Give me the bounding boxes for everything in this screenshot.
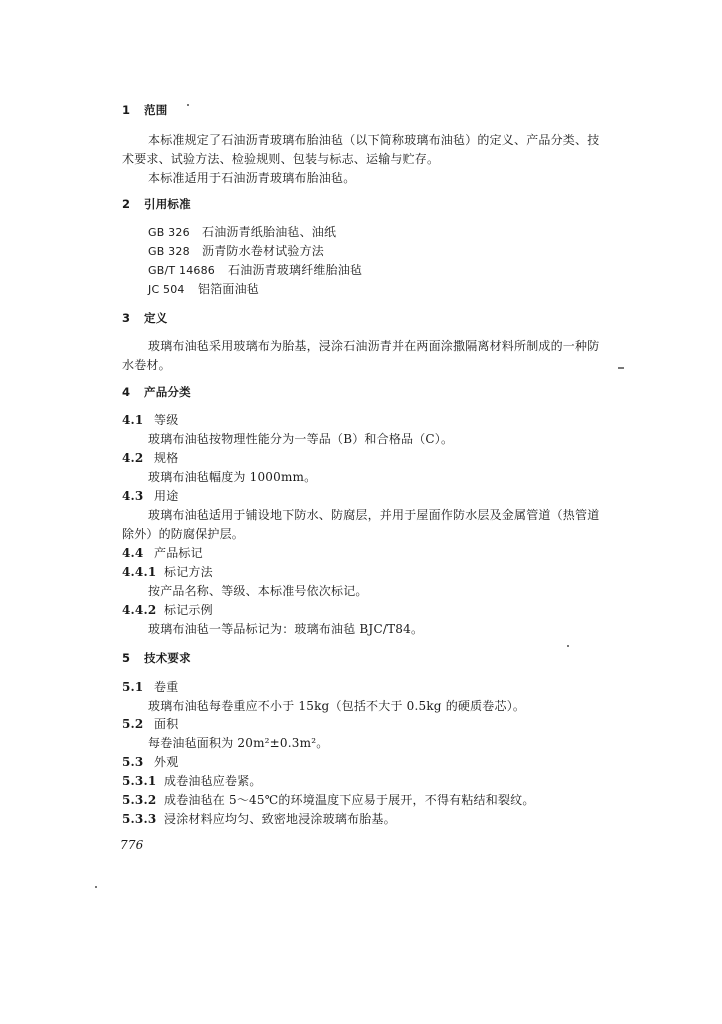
- subsection-number: 5.3.1: [122, 774, 157, 788]
- paragraph-line: 按产品名称、等级、本标准号依次标记。: [148, 584, 368, 598]
- section-number: 3: [122, 311, 131, 325]
- subsection-number: 4.4.2: [122, 603, 157, 617]
- subsection-title: 外观: [154, 755, 179, 769]
- scan-speck: [95, 886, 97, 888]
- subsection-number: 4.1: [122, 413, 144, 427]
- subsection-title: 用途: [154, 489, 179, 503]
- section-4-heading: [122, 385, 191, 399]
- paragraph-line: 玻璃布油毡一等品标记为：玻璃布油毡 BJC/T84。: [148, 622, 424, 636]
- subsection-5-3-2: [122, 793, 535, 807]
- reference-title: 石油沥青纸胎油毡、油纸: [202, 225, 337, 239]
- reference-item: [148, 282, 259, 297]
- subsection-title: 产品标记: [154, 546, 203, 560]
- reference-item: [148, 263, 362, 278]
- subsection-4-3-heading: [122, 489, 178, 503]
- reference-title: 铝箔面油毡: [198, 282, 260, 296]
- reference-title: 石油沥青玻璃纤维胎油毡: [228, 263, 363, 277]
- subsection-5-2-heading: [122, 717, 178, 731]
- subsection-title: 卷重: [154, 680, 179, 694]
- subsection-number: 5.3.2: [122, 793, 157, 807]
- subsection-title: 规格: [154, 451, 179, 465]
- paragraph-line: 玻璃布油毡采用玻璃布为胎基，浸涂石油沥青并在两面涂撒隔离材料所制成的一种防: [148, 339, 600, 353]
- subsection-number: 4.2: [122, 451, 144, 465]
- scan-speck: [567, 645, 569, 647]
- reference-code: GB 328: [148, 245, 190, 258]
- subsection-number: 5.3.3: [122, 812, 157, 826]
- subsection-text: 成卷油毡应卷紧。: [164, 774, 262, 788]
- section-title: 范围: [144, 103, 168, 117]
- scan-speck: [618, 367, 624, 369]
- section-title: 引用标准: [144, 197, 191, 211]
- section-number: 4: [122, 385, 131, 399]
- subsection-number: 4.3: [122, 489, 144, 503]
- reference-item: [148, 225, 336, 240]
- subsection-4-2-heading: [122, 451, 178, 465]
- section-number: 2: [122, 197, 131, 211]
- paragraph-line: 术要求、试验方法、检验规则、包装与标志、运输与贮存。: [122, 152, 440, 166]
- subsection-title: 标记方法: [164, 565, 213, 579]
- subsection-4-1-heading: [122, 413, 178, 427]
- subsection-text: 成卷油毡在 5～45℃的环境温度下应易于展开，不得有粘结和裂纹。: [164, 793, 535, 807]
- reference-item: [148, 244, 324, 259]
- section-1-heading: [122, 103, 167, 117]
- section-title: 技术要求: [144, 651, 191, 665]
- reference-title: 沥青防水卷材试验方法: [202, 244, 325, 258]
- subsection-4-4-1-heading: [122, 565, 213, 579]
- subsection-5-1-heading: [122, 680, 178, 694]
- subsection-5-3-3: [122, 812, 396, 826]
- subsection-number: 5.3: [122, 755, 144, 769]
- subsection-5-3-heading: [122, 755, 178, 769]
- reference-code: GB 326: [148, 226, 190, 239]
- subsection-number: 4.4: [122, 546, 144, 560]
- subsection-number: 4.4.1: [122, 565, 157, 579]
- page-number: 776: [120, 838, 144, 852]
- subsection-number: 5.1: [122, 680, 144, 694]
- paragraph-line: 玻璃布油毡每卷重应不小于 15kg（包括不大于 0.5kg 的硬质卷芯）。: [148, 699, 526, 713]
- section-2-heading: [122, 197, 191, 211]
- paragraph-line: 除外）的防腐保护层。: [122, 527, 245, 541]
- subsection-title: 标记示例: [164, 603, 213, 617]
- section-number: 1: [122, 103, 131, 117]
- subsection-5-3-1: [122, 774, 262, 788]
- subsection-4-4-heading: [122, 546, 203, 560]
- section-title: 产品分类: [144, 385, 191, 399]
- subsection-number: 5.2: [122, 717, 144, 731]
- subsection-title: 面积: [154, 717, 179, 731]
- paragraph-line: 本标准规定了石油沥青玻璃布胎油毡（以下简称玻璃布油毡）的定义、产品分类、技: [148, 133, 600, 147]
- subsection-text: 浸涂材料应均匀、致密地浸涂玻璃布胎基。: [164, 812, 396, 826]
- section-number: 5: [122, 651, 131, 665]
- subsection-title: 等级: [154, 413, 179, 427]
- section-3-heading: [122, 311, 167, 325]
- section-title: 定义: [144, 311, 168, 325]
- subsection-4-4-2-heading: [122, 603, 213, 617]
- paragraph-line: 本标准适用于石油沥青玻璃布胎油毡。: [148, 171, 356, 185]
- scan-speck: [187, 104, 189, 106]
- reference-code: GB/T 14686: [148, 264, 215, 277]
- reference-code: JC 504: [148, 283, 185, 296]
- paragraph-line: 玻璃布油毡适用于铺设地下防水、防腐层，并用于屋面作防水层及金属管道（热管道: [148, 508, 600, 522]
- section-5-heading: [122, 651, 191, 665]
- paragraph-line: 每卷油毡面积为 20m²±0.3m²。: [148, 736, 329, 750]
- paragraph-line: 玻璃布油毡按物理性能分为一等品（B）和合格品（C）。: [148, 432, 454, 446]
- paragraph-line: 水卷材。: [122, 358, 171, 372]
- paragraph-line: 玻璃布油毡幅度为 1000mm。: [148, 470, 317, 484]
